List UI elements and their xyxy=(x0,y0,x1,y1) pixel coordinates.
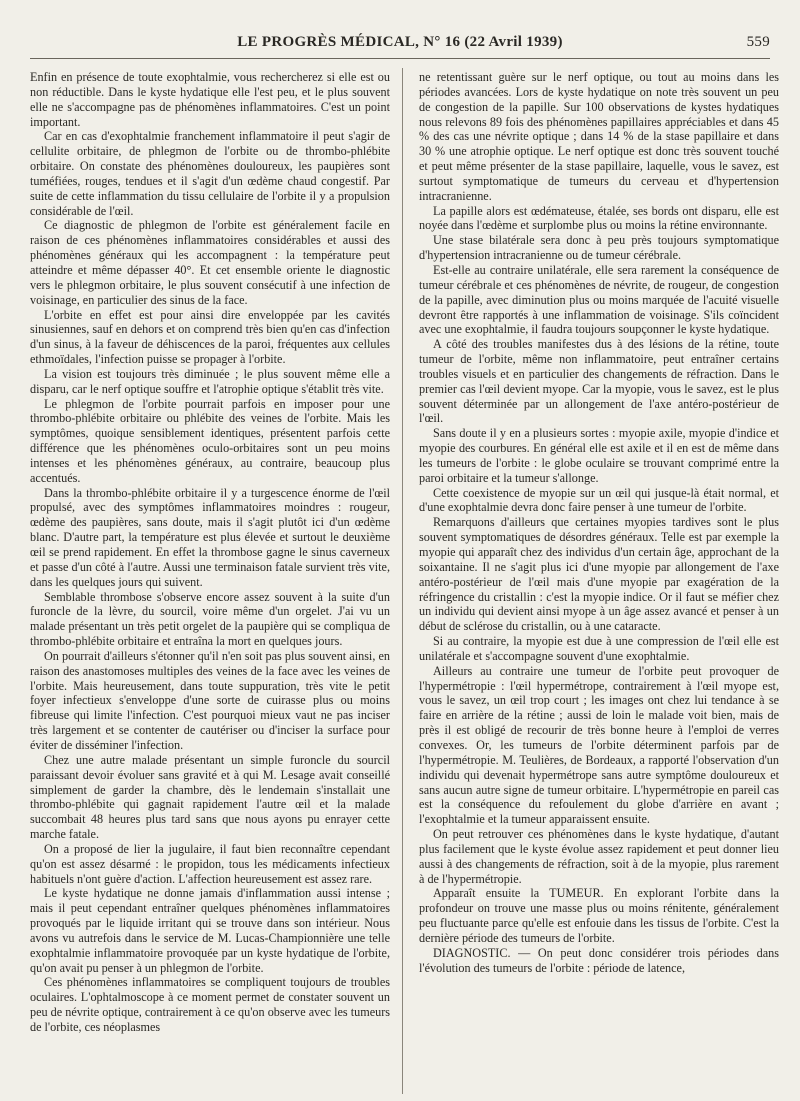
paragraph: ne retentissant guère sur le nerf optique, ou tout au moins dans les périodes avancées. Lors de kyste hydatique on note très souvent un peu de congestion de la papille. Sur 100 observations de kystes hydatiques nous relevons 89 fois des phénomènes papillaires appréciables et dans 45 % des cas une névrite optique ; dans 14 % de la stase papillaire et dans 30 % une atrophie optique. Le nerf optique est donc très souvent touché et peut même présenter de la stase papillaire, laquelle, vous le savez, est surtout symptomatique de tumeurs du cerveau et d'hypertension intracranienne. xyxy=(419,70,779,203)
paragraph: On pourrait d'ailleurs s'étonner qu'il n'en soit pas plus souvent ainsi, en raison des anastomoses multiples des veines de la face avec les veines de l'orbite. Mais heureusement, dans toute suppuration, très vite le petit foyer infectieux s'enveloppe d'une sorte de cuirasse plus ou moins fibreuse qui limite l'infection. C'est pourquoi mieux vaut ne pas inciser très largement et se contenter de cautériser ou d'inciser la surface pour éviter de disséminer l'infection. xyxy=(30,648,390,752)
paragraph: Est-elle au contraire unilatérale, elle sera rarement la conséquence de tumeur cérébrale et ces phénomènes de névrite, de rougeur, de congestion de la papille, avec diminution plus ou moins marquée de l'acuité visuelle devront être rapportés à une inflammation de voisinage. S'ils coïncident avec une exophtalmie, il faudra toujours soupçonner le kyste hydatique. xyxy=(419,262,779,337)
paragraph: Le phlegmon de l'orbite pourrait parfois en imposer pour une thrombo-phlébite orbitaire ou phlébite des veines de l'orbite. Mais les symptômes, quoique sensiblement identiques, présentent parfois cette différence que les phénomènes oculo-orbitaires sont un peu moins intenses et les phénomènes généraux, au contraire, beaucoup plus accentués. xyxy=(30,396,390,485)
page-number: 559 xyxy=(746,34,770,50)
column-divider xyxy=(402,68,403,1094)
paragraph: Ailleurs au contraire une tumeur de l'orbite peut provoquer de l'hypermétropie : l'œil hypermétrope, contrairement à l'œil myope est, vous le savez, un œil trop court ; les images ont chez lui tendance à se faire en arrière de la rétine ; aussi de loin le malade voit bien, mais de près il est obligé de recourir de très bonne heure à l'emploi de verres convexes. Or, les tumeurs de l'orbite déterminent parfois par de l'hypermétropie. M. Teulières, de Bordeaux, a rapporté l'observation d'un individu qui devenait hypermétrope sans autre symptôme douloureux et sans aucun autre signe de tumeur orbitaire. L'hypermétropie en pareil cas est la conséquence du refoulement du globe d'arrière en avant ; l'exophtalmie et la tumeur apparaissent ensuite. xyxy=(419,663,779,827)
paragraph: Semblable thrombose s'observe encore assez souvent à la suite d'un furoncle de la lèvre, du sourcil, voire même d'un orgelet. J'ai vu un malade présentant un très petit orgelet de la paupière qui se compliqua de thrombo-phlébite orbitaire et entraîna la mort en quelques jours. xyxy=(30,589,390,649)
paragraph: La vision est toujours très diminuée ; le plus souvent même elle a disparu, car le nerf optique souffre et l'atrophie optique s'établit très vite. xyxy=(30,366,390,396)
paragraph: L'orbite en effet est pour ainsi dire enveloppée par les cavités sinusiennes, sauf en dehors et on comprend très bien qu'en cas d'infection d'un sinus, à la faveur de déhiscences de la paroi, fréquentes aux cellules ethmoïdales, l'infection puisse se propager à l'orbite. xyxy=(30,307,390,367)
running-header xyxy=(30,34,770,58)
paragraph: Dans la thrombo-phlébite orbitaire il y a turgescence énorme de l'œil propulsé, avec des symptômes inflammatoires moindres : rougeur, œdème des paupières, sans doute, mais il s'agit plutôt ici d'un œdème blanc. D'autre part, la température est plus élevée et surtout le deuxième œil se prend rapidement. En effet la thrombose gagne le sinus caverneux et passe d'un côté à l'autre. Aussi une terminaison fatale survient très vite, dans les quelques jours qui suivent. xyxy=(30,485,390,589)
paragraph: DIAGNOSTIC. — On peut donc considérer trois périodes dans l'évolution des tumeurs de l'orbite : période de latence, xyxy=(419,945,779,975)
left-column xyxy=(30,70,390,1035)
paragraph: Le kyste hydatique ne donne jamais d'inflammation aussi intense ; mais il peut cependant entraîner quelques phénomènes inflammatoires provoqués par le liquide irritant qui se trouve dans son intérieur. Nous avons vu autrefois dans le service de M. Lucas-Championnière une telle exophtalmie inflammatoire provoquée par un kyste hydatique de l'orbite, qu'on avait pu penser à un phlegmon de l'orbite. xyxy=(30,886,390,975)
paragraph: Sans doute il y en a plusieurs sortes : myopie axile, myopie d'indice et myopie des courbures. En général elle est axile et il en est de même dans les tumeurs de l'orbite : le globe oculaire se trouvant comprimé entre la paroi orbitaire et la tumeur s'allonge. xyxy=(419,426,779,485)
paragraph: Si au contraire, la myopie est due à une compression de l'œil elle est unilatérale et s'accompagne souvent d'une exophtalmie. xyxy=(419,634,779,663)
paragraph: Ce diagnostic de phlegmon de l'orbite est généralement facile en raison de ces phénomènes inflammatoires considérables et aussi des phénomènes généraux qui les accompagnent : la température peut atteindre et même dépasser 40°. Et cet ensemble oriente le diagnostic vers le phlegmon orbitaire, le plus souvent consécutif à une infection de voisinage, en particulier des sinus de la face. xyxy=(30,218,390,307)
paragraph: Car en cas d'exophtalmie franchement inflammatoire il peut s'agir de cellulite orbitaire, de phlegmon de l'orbite ou de thrombo-phlébite orbitaire. On constate des phénomènes douloureux, les paupières sont tuméfiées, rouges, tendues et il s'agit d'un œdème chaud congestif. Par suite de cette inflammation du tissu cellulaire de l'orbite il y a propulsion considérable de l'œil. xyxy=(30,129,390,218)
paragraph: Remarquons d'ailleurs que certaines myopies tardives sont le plus souvent symptomatiques de désordres généraux. Telle est par exemple la myopie qui apparaît chez des individus d'un certain âge, approchant de la soixantaine. Il ne s'agit plus ici d'une myopie par allongement de l'axe antéro-postérieur de l'œil mais d'une myopie par exagération de la réfringence du cristallin : c'est la myopie indice. Or il faut se méfier chez un individu qui devient ainsi myope à un âge assez avancé et penser à un début de sclérose du cristallin, ou à une cataracte. xyxy=(419,515,779,634)
paragraph: Ces phénomènes inflammatoires se compliquent toujours de troubles oculaires. L'ophtalmoscope à ce moment permet de constater souvent un peu de névrite optique, contrairement à ce qu'on observe avec les tumeurs de l'orbite, ces néoplasmes xyxy=(30,975,390,1034)
paragraph: A côté des troubles manifestes dus à des lésions de la rétine, toute tumeur de l'orbite, même non inflammatoire, peut entraîner certains troubles visuels et en particulier des changements de réfraction. Dans le premier cas l'œil devient myope. Car la myopie, vous le savez, est le plus souvent déterminée par un allongement de l'axe antéro-postérieur de l'œil. xyxy=(419,337,779,426)
journal-title: LE PROGRÈS MÉDICAL, N° 16 (22 Avril 1939) xyxy=(237,34,563,50)
paragraph: La papille alors est œdémateuse, étalée, ses bords ont disparu, elle est noyée dans l'œdème et surplombe plus ou moins la rétine environnante. xyxy=(419,203,779,233)
header-rule xyxy=(30,58,770,59)
paragraph: On peut retrouver ces phénomènes dans le kyste hydatique, d'autant plus facilement que le kyste évolue assez rapidement et peut donner lieu aussi à des changements de réfraction, soit à de la myopie, plus rarement à de l'hypermétropie. xyxy=(419,827,779,886)
paragraph: On a proposé de lier la jugulaire, il faut bien reconnaître cependant qu'on est assez désarmé : le propidon, tous les médicaments infectieux habituels n'ont guère d'action. L'affection heureusement est assez rare. xyxy=(30,841,390,886)
paragraph: Apparaît ensuite la TUMEUR. En explorant l'orbite dans la profondeur on trouve une masse plus ou moins rénitente, généralement peu fluctuante parce qu'elle est enfouie dans les tissus de l'orbite. C'est la dernière période des tumeurs de l'orbite. xyxy=(419,886,779,945)
paragraph: Une stase bilatérale sera donc à peu près toujours symptomatique d'hypertension intracranienne ou de tumeur cérébrale. xyxy=(419,233,779,263)
right-column xyxy=(419,70,779,975)
paragraph: Enfin en présence de toute exophtalmie, vous rechercherez si elle est ou non réductible. Dans le kyste hydatique elle l'est peu, et le plus souvent elle ne s'accompagne pas de phénomènes inflammatoires. C'est un point important. xyxy=(30,70,390,129)
paragraph: Chez une autre malade présentant un simple furoncle du sourcil paraissant devoir évoluer sans gravité et à qui M. Lesage avait conseillé simplement de garder la chambre, dès le lendemain s'installait une thrombo-phlébite qui gagnait rapidement l'autre œil et la malade succombait 48 heures plus tard sans que nous ayons pu enrayer cette marche fatale. xyxy=(30,752,390,842)
paragraph: Cette coexistence de myopie sur un œil qui jusque-là était normal, et d'une exophtalmie devra donc faire penser à une tumeur de l'orbite. xyxy=(419,485,779,515)
